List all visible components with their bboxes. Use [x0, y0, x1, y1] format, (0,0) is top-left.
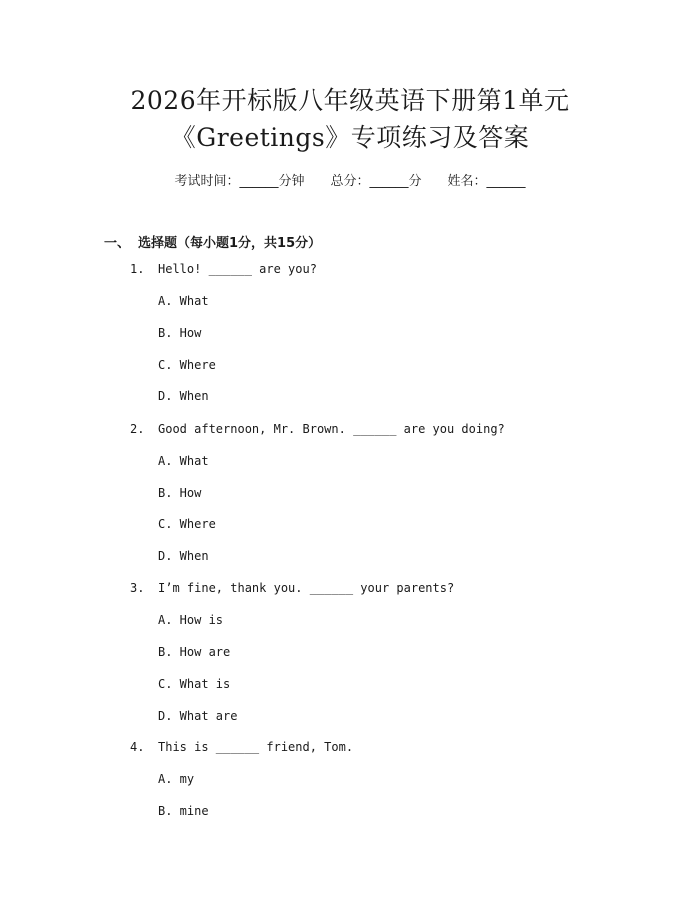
- section-title: 选择题（每小题1分，共15分）: [138, 236, 322, 251]
- option-2b: B. How: [158, 486, 202, 500]
- exam-time: 考试时间：______分钟: [174, 174, 305, 189]
- option-3b: B. How are: [158, 645, 231, 659]
- question-1: [130, 263, 317, 275]
- option-1c: C. Where: [158, 358, 216, 372]
- question-number: 3.: [130, 581, 145, 595]
- question-number: 2.: [130, 422, 145, 436]
- option-3d: D. What are: [158, 709, 238, 723]
- option-1b: B. How: [158, 326, 202, 340]
- option-1d: D. When: [158, 389, 209, 403]
- section-number: 一、: [104, 236, 131, 251]
- option-2d: D. When: [158, 549, 209, 563]
- document-title-line-1: 2026年开标版八年级英语下册第1单元: [130, 86, 570, 115]
- question-text: Good afternoon, Mr. Brown. ______ are you doing?: [158, 422, 505, 436]
- question-2: [130, 423, 505, 435]
- option-3c: C. What is: [158, 677, 231, 691]
- exam-info: [0, 170, 700, 189]
- question-3: [130, 582, 454, 594]
- option-2a: A. What: [158, 454, 209, 468]
- section-heading: [104, 232, 321, 251]
- total-score: 总分：______分: [330, 174, 422, 189]
- question-text: I’m fine, thank you. ______ your parents?: [158, 581, 455, 595]
- question-number: 4.: [130, 740, 145, 754]
- student-name: 姓名：______: [447, 174, 526, 189]
- option-2c: C. Where: [158, 517, 216, 531]
- question-4: [130, 741, 353, 753]
- document-title-line-2: 《Greetings》专项练习及答案: [170, 123, 530, 152]
- question-text: This is ______ friend, Tom.: [158, 740, 354, 754]
- question-number: 1.: [130, 262, 145, 276]
- question-text: Hello! ______ are you?: [158, 262, 317, 276]
- option-4a: A. my: [158, 772, 195, 786]
- option-3a: A. How is: [158, 613, 224, 627]
- option-4b: B. mine: [158, 804, 209, 818]
- option-1a: A. What: [158, 294, 209, 308]
